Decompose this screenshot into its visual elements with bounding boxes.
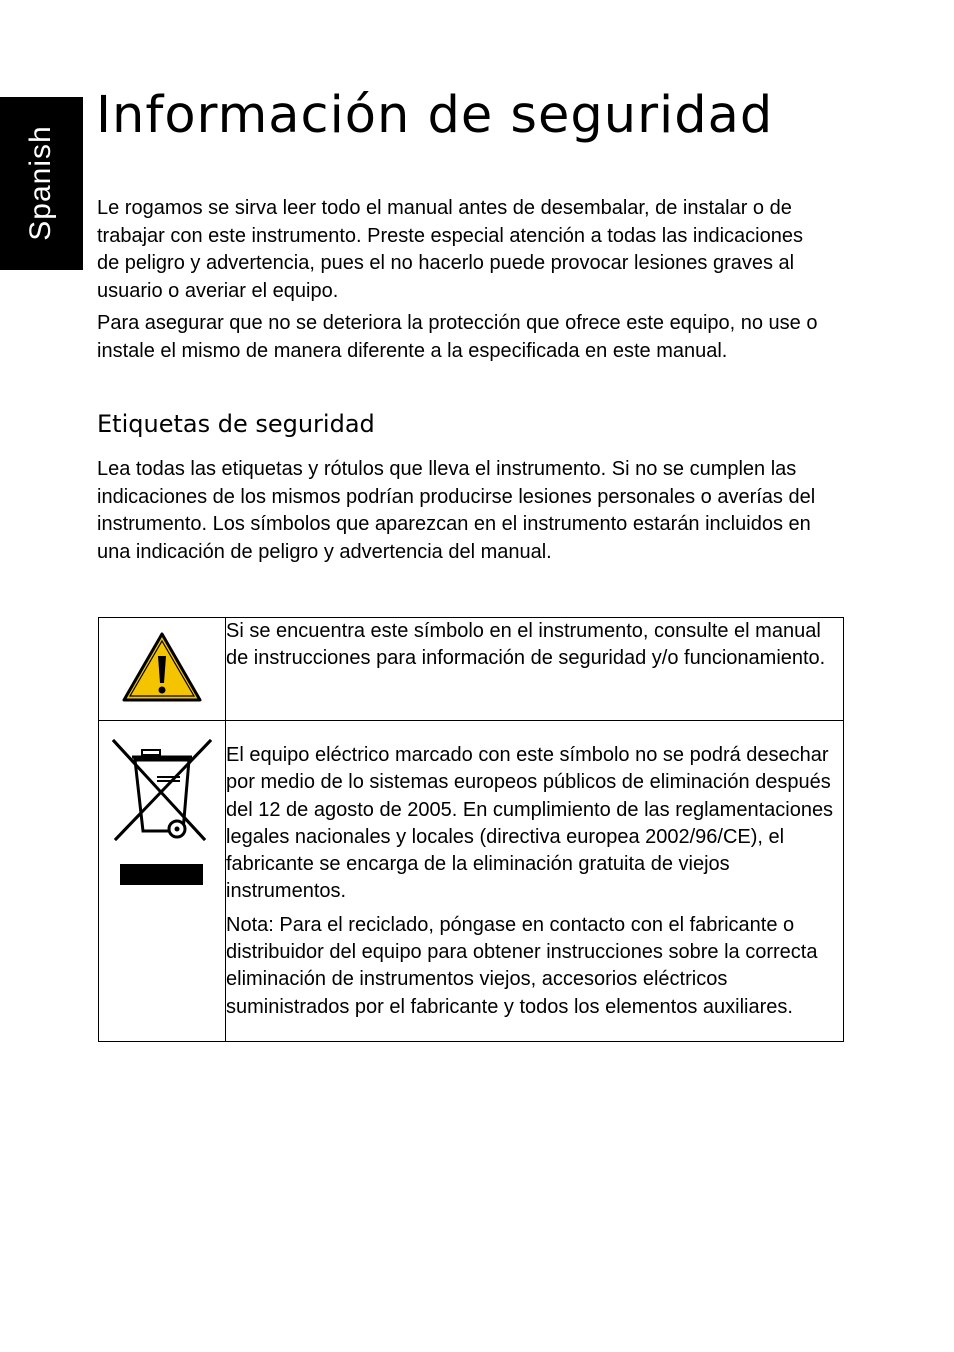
page-title: Información de seguridad (96, 86, 774, 145)
safety-symbols-table (98, 617, 844, 1042)
intro-paragraph-2: Para asegurar que no se deteriora la protección que ofrece este equipo, no use o instale el mismo de manera diferente a la especificada en este manual. (97, 312, 818, 362)
intro-paragraph-1: Le rogamos se sirva leer todo el manual antes de desembalar, de instalar o de trabajar con este instrumento. Preste especial atención a todas las indicaciones de peligro y advertencia, pues el no hacerlo puede provocar lesiones graves al usuario o averiar el equipo. (97, 197, 803, 302)
warning-triangle-icon (121, 631, 203, 703)
crossed-out-wheelie-bin-icon (110, 737, 214, 887)
warning-symbol-description: Si se encuentra este símbolo en el instrumento, consulte el manual de instrucciones para información de seguridad y/o funcionamiento. (226, 620, 826, 670)
symbol-cell (99, 618, 226, 721)
section-heading-safety-labels: Etiquetas de seguridad (97, 410, 375, 438)
table-row (99, 721, 844, 1042)
table-row (99, 618, 844, 721)
weee-recycling-note: Nota: Para el reciclado, póngase en contacto con el fabricante o distribuidor del equipo para obtener instrucciones sobre la correcta eliminación de instrumentos viejos, accesorios eléctricos suministrados por el fabricante y todos los elementos auxiliares. (226, 913, 818, 1018)
language-tab-label: Spanish (24, 125, 57, 241)
symbol-description-cell (226, 721, 844, 1042)
symbol-description-cell (226, 618, 844, 721)
safety-labels-paragraph: Lea todas las etiquetas y rótulos que lleva el instrumento. Si no se cumplen las indicaciones de los mismos podrían producirse lesiones personales o averías del instrumento. Los símbolos que aparezcan en el instrumento estarán incluidos en una indicación de peligro y advertencia del manual. (97, 458, 816, 563)
weee-symbol-description: El equipo eléctrico marcado con este símbolo no se podrá desechar por medio de lo sistemas europeos públicos de eliminación después del 12 de agosto de 2005. En cumplimiento de las reglamentaciones legales nacionales y locales (directiva europea 2002/96/CE), el fabricante se encarga de la eliminación gratuita de viejos instrumentos. (226, 744, 834, 903)
language-side-tab (0, 97, 83, 270)
symbol-cell (99, 721, 226, 1042)
